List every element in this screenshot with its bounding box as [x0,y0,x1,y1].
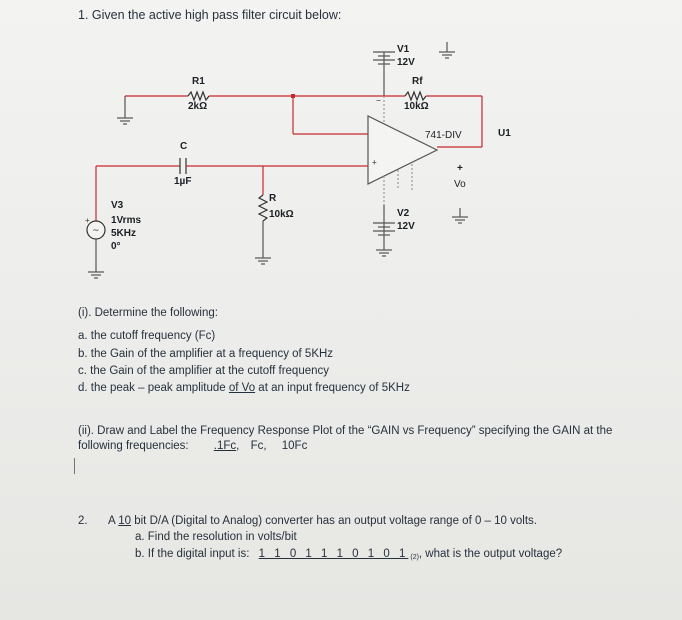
v1-value-label: 12V [397,57,415,68]
capacitor-value-label: 1µF [174,176,192,187]
v2-name-label: V2 [397,208,410,219]
ground-symbol-v2 [376,250,392,256]
opamp-inverting-pin-label: − [376,96,381,105]
part-i-item-c: c. the Gain of the amplifier at the cutoff frequency [78,365,330,377]
v3-name-label: V3 [111,200,124,211]
ac-tilde-icon: ~ [92,226,100,236]
circuit-schematic [0,0,682,300]
part-ii-freq-3: 10Fc [281,440,308,452]
r-name-label: R [269,193,277,204]
v3-phase-label: 0° [111,241,121,252]
r1-name-label: R1 [192,76,205,87]
ground-symbol-v1 [439,42,455,58]
ground-symbol-left-rail [117,96,133,124]
opamp-noninverting-pin-label: + [372,158,377,167]
v3-frequency-label: 5KHz [111,228,137,239]
part-ii-prefix: following frequencies: [78,440,189,452]
ground-symbol-v3 [88,272,104,278]
capacitor-name-label: C [180,141,188,152]
part-ii-line-2 [78,440,307,452]
rf-name-label: Rf [412,76,423,87]
v1-name-label: V1 [397,44,410,55]
svg-text:+: + [85,216,90,225]
opamp-triangle [368,116,437,184]
part-i-item-d-suffix: at an input frequency of 5KHz [255,382,410,394]
opamp-ref-label: U1 [498,128,511,139]
question-2-item-a: a. Find the resolution in volts/bit [135,531,297,543]
part-ii-line-1: (ii). Draw and Label the Frequency Response Plot of the “GAIN vs Frequency” specifying the GAIN at the [78,425,613,437]
ground-symbol-output [452,208,468,223]
vo-label: Vo [454,179,466,190]
part-i-heading: (i). Determine the following: [78,307,218,319]
question-1-title: 1. Given the active high pass filter circuit below: [78,8,342,22]
opamp-model-label: 741-DIV [425,130,462,141]
question-2-item-b: b. If the digital input is: 1 1 0 1 1 1 0 1 0 1 (2), what is the output voltage? [135,548,563,561]
question-2-number: 2. [78,515,88,527]
question-2-bits-underlined: 10 [118,515,132,527]
question-2-binary-subscript: (2) [410,554,419,561]
resistor-rf-symbol [405,92,426,100]
rf-value-label: 10kΩ [404,101,429,112]
resistor-r1-symbol [188,92,209,100]
part-i-item-b: b. the Gain of the amplifier at a frequency of 5KHz [78,348,334,360]
resistor-r-symbol [259,195,267,221]
part-ii-freq-2: Fc, [250,440,267,452]
r1-value-label: 2kΩ [188,101,208,112]
r-value-label: 10kΩ [269,209,294,220]
ground-symbol-r [255,258,271,264]
v2-value-label: 12V [397,221,415,232]
part-ii-freq-1: .1Fc, [213,440,240,452]
part-i-item-d-prefix: d. the peak – peak amplitude [78,382,229,394]
v3-amplitude-label: 1Vrms [111,215,142,226]
part-i-item-a: a. the cutoff frequency (Fc) [78,330,216,342]
question-2-binary-input: 1 1 0 1 1 1 0 1 0 1 [258,548,409,560]
question-2-line: A 10 bit D/A (Digital to Analog) converter has an output voltage range of 0 – 10 volts. [108,515,537,527]
text-cursor [74,458,75,474]
part-i-item-d [78,382,410,394]
part-i-item-d-underlined: of Vo [228,382,256,394]
output-plus-label: + [457,163,463,174]
